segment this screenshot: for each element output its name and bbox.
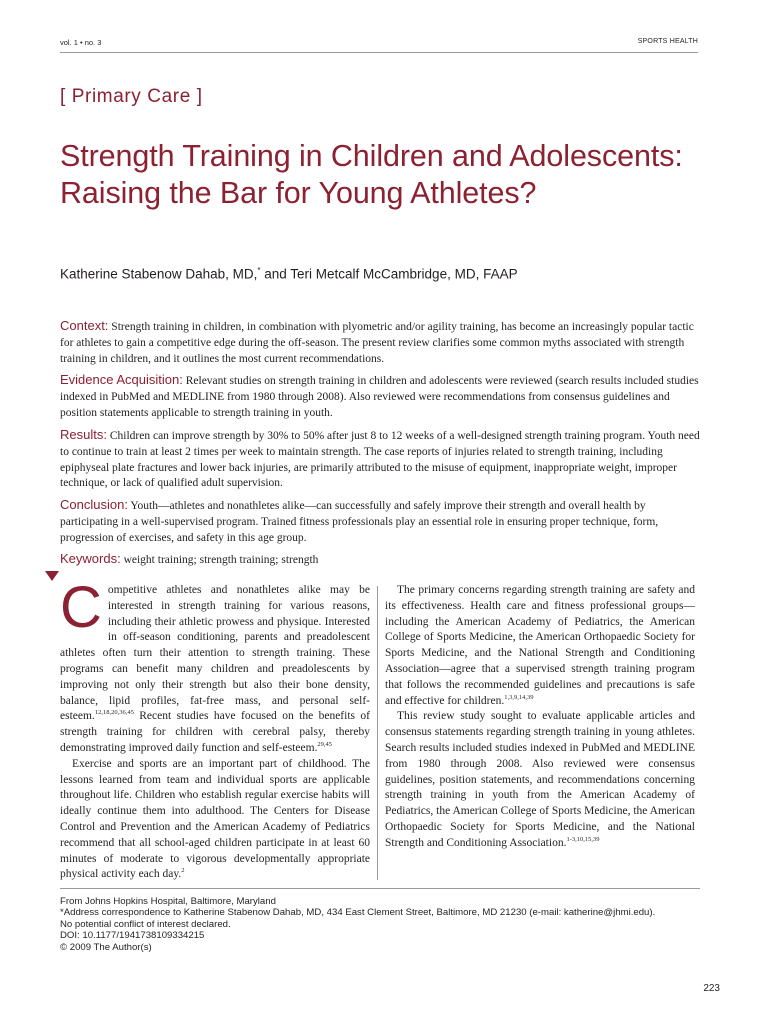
column-divider <box>377 586 378 880</box>
conclusion-text: Youth—athletes and nonathletes alike—can successfully and safely improve their strength and overall health by participating in a well-supervised program. Trained fitness professionals play an essential role in ensuring proper technique, form, progression of exercises, and safety in this age group. <box>60 500 659 544</box>
paragraph-text: Recent studies have focused on the benefits of strength training for children with cerebral palsy, thereby demonstrating improved daily function and self-esteem. <box>60 710 370 754</box>
down-arrow-icon <box>44 570 60 582</box>
page-number: 223 <box>703 983 720 994</box>
body-paragraph <box>385 583 695 709</box>
context-text: Strength training in children, in combination with plyometric and/or agility training, has become an increasingly popular tactic for athletes to gain a competitive edge during the off-season. The present review clarifies some common myths associated with strength training in children, and it outlines the most current recommendations. <box>60 321 694 365</box>
results-text: Children can improve strength by 30% to 50% after just 8 to 12 weeks of a well-designed strength training program. Youth need to continue to train at least 2 times per week to maintain strength. The case reports of injuries related to strength training, including epiphyseal plate fractures and lower back injuries, are primarily attributed to the misuse of equipment, inappropriate weight, improper technique, or lack of qualified adult supervision. <box>60 430 700 490</box>
footnotes <box>60 896 720 953</box>
abstract-conclusion <box>60 497 700 546</box>
conclusion-heading: Conclusion: <box>60 497 128 512</box>
body-paragraph <box>60 757 370 883</box>
keywords-text: weight training; strength training; strength <box>123 554 319 566</box>
keywords-heading: Keywords: <box>60 551 121 566</box>
results-heading: Results: <box>60 427 107 442</box>
first-author: Katherine Stabenow Dahab, MD, <box>60 266 258 282</box>
paragraph-text: The primary concerns regarding strength training are safety and its effectiveness. Health care and fitness professional groups—including the American Academy of Pediatrics, the American College of Sports Medicine, the American Orthopaedic Society for Sports Medicine, and the National Strength and Conditioning Association—agree that a supervised strength training program that follows the recommended guidelines and precautions is safe and effective for children. <box>385 584 695 707</box>
conflict-note: No potential conflict of interest declared. <box>60 918 231 930</box>
citation: 1-3,10,15,39 <box>566 835 600 843</box>
context-heading: Context: <box>60 318 109 333</box>
citation: 2 <box>181 867 185 875</box>
body-column-left <box>60 575 370 883</box>
section-label: [ Primary Care ] <box>60 86 203 107</box>
header-divider <box>60 52 698 53</box>
citation: 12,18,20,36,45 <box>94 709 134 717</box>
doi: DOI: 10.1177/1941738109334215 <box>60 930 205 942</box>
body-paragraph <box>385 709 695 851</box>
correspondence-mark: * <box>257 266 261 275</box>
drop-cap: C <box>60 575 102 640</box>
correspondence-note: *Address correspondence to Katherine Stabenow Dahab, MD, 434 East Clement Street, Baltimore, MD 21230 (e-mail: katherine@jhmi.edu). <box>60 907 656 919</box>
issue-label: vol. 1 • no. 3 <box>60 38 102 47</box>
evidence-text: Relevant studies on strength training in children and adolescents were reviewed (search results included studies indexed in PubMed and MEDLINE from 1980 through 2008). Also reviewed were recommendations from consensus guidelines and position statements applicable to strength training in youth. <box>60 375 699 419</box>
journal-name: SPORTS HEALTH <box>637 38 698 45</box>
abstract-evidence <box>60 372 700 421</box>
paragraph-text: Exercise and sports are an important part of childhood. The lessons learned from team and individual sports are applicable throughout life. Children who establish regular exercise habits will ideally continue them into adulthood. The Centers for Disease Control and Prevention and the American Academy of Pediatrics recommend that all school-aged children participate in at least 60 minutes of moderate to vigorous developmentally appropriate physical activity each day. <box>60 757 370 881</box>
paragraph-text: ompetitive athletes and nonathletes alike may be interested in strength training for various reasons, including their athletic prowess and physique. Interested in off-season conditioning, parents and preadolescent athletes often turn their attention to strength training. These programs can benefit many children and preadolescents by improving not only their strength but also their bone density, balance, lipid profiles, fat-free mass, and personal self-esteem. <box>60 584 370 723</box>
article-title: Strength Training in Children and Adolescents: Raising the Bar for Young Athletes? <box>60 139 683 210</box>
paragraph-text: This review study sought to evaluate applicable articles and consensus statements regarding strength training in young athletes. Search results included studies indexed in PubMed and MEDLINE from 1980 through 2008. Also reviewed were consensus guidelines, position statements, and recommendations concerning strength training in youth from the American Academy of Pediatrics, the American College of Sports Medicine, the American Orthopaedic Society for Sports Medicine, and the National Strength and Conditioning Association. <box>385 710 695 849</box>
body-paragraph <box>60 575 370 757</box>
abstract-keywords <box>60 551 700 569</box>
affiliation-note: From Johns Hopkins Hospital, Baltimore, Maryland <box>60 896 276 907</box>
footnote-divider <box>60 888 700 889</box>
author-line <box>60 266 518 282</box>
citation: 1,3,9,14,39 <box>504 693 534 701</box>
abstract-results <box>60 427 700 492</box>
abstract-context <box>60 318 700 367</box>
other-authors: and Teri Metcalf McCambridge, MD, FAAP <box>260 266 518 282</box>
evidence-heading: Evidence Acquisition: <box>60 372 183 387</box>
body-column-right <box>385 583 695 852</box>
citation: 29,45 <box>317 741 333 749</box>
copyright: © 2009 The Author(s) <box>60 941 152 953</box>
